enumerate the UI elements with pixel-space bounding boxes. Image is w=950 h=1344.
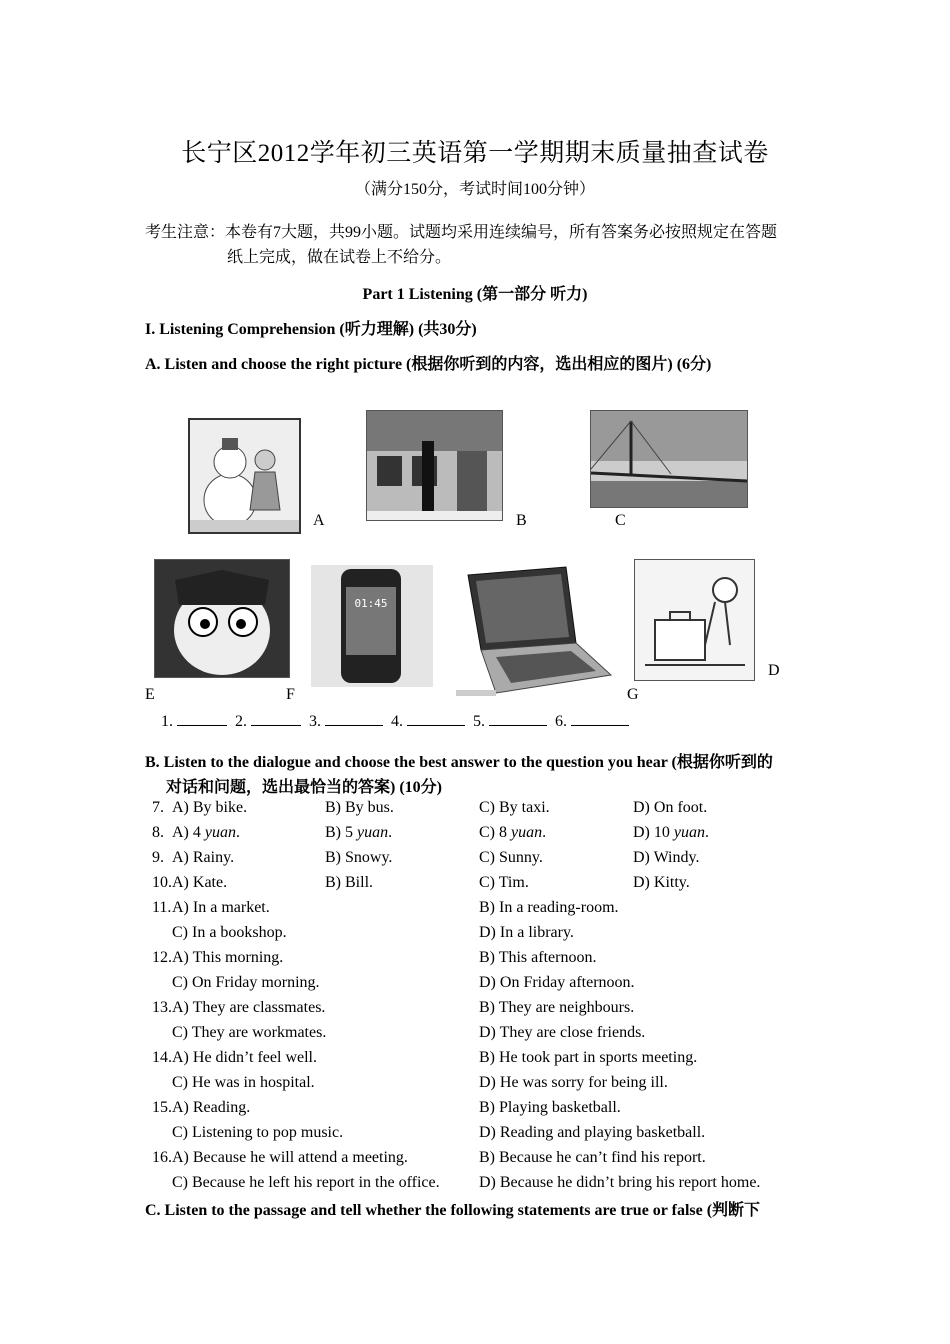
option-d: D) Kitty. bbox=[633, 874, 690, 891]
picture-label-d: D bbox=[768, 662, 780, 679]
option-a: A) By bike. bbox=[172, 799, 248, 816]
option-b: B) This afternoon. bbox=[479, 949, 597, 966]
option-c: C) 8 yuan. bbox=[479, 824, 547, 841]
option-c: C) On Friday morning. bbox=[172, 974, 320, 991]
question-number: 14. bbox=[152, 1049, 172, 1066]
section-b-heading-line2: 对话和问题，选出最恰当的答案) (10分) bbox=[166, 779, 442, 796]
option-c: C) Tim. bbox=[479, 874, 529, 891]
option-d: D) Windy. bbox=[633, 849, 700, 866]
option-d: D) On Friday afternoon. bbox=[479, 974, 635, 991]
answer-blanks-row bbox=[161, 711, 629, 731]
traveler-luggage-illustration bbox=[635, 560, 754, 680]
section-a-heading: A. Listen and choose the right picture (根据你听到的内容，选出相应的图片) (6分) bbox=[145, 356, 712, 373]
option-a: A) Reading. bbox=[172, 1099, 251, 1116]
phone-body bbox=[341, 569, 401, 683]
option-a: A) Rainy. bbox=[172, 849, 235, 866]
blank-5[interactable] bbox=[489, 711, 547, 726]
picture-subway bbox=[366, 410, 503, 521]
blank-3[interactable] bbox=[325, 711, 383, 726]
option-a: A) 4 yuan. bbox=[172, 824, 240, 841]
option-b: B) He took part in sports meeting. bbox=[479, 1049, 698, 1066]
option-b: B) Because he can’t find his report. bbox=[479, 1149, 706, 1166]
question-number: 16. bbox=[152, 1149, 172, 1166]
picture-label-e: E bbox=[145, 686, 155, 703]
picture-traveler-luggage bbox=[634, 559, 755, 681]
option-c: C) Listening to pop music. bbox=[172, 1124, 344, 1141]
question-number: 8. bbox=[152, 824, 164, 841]
question-number: 12. bbox=[152, 949, 172, 966]
option-a: A) Kate. bbox=[172, 874, 228, 891]
section-b-heading-line1: B. Listen to the dialogue and choose the best answer to the question you hear (根据你听到的 bbox=[145, 754, 773, 771]
blank-label-5: 5. bbox=[473, 713, 485, 730]
option-d: D) On foot. bbox=[633, 799, 708, 816]
exam-notice bbox=[145, 220, 815, 270]
page-title: 长宁区2012学年初三英语第一学期期末质量抽查试卷 bbox=[181, 140, 769, 167]
blank-2[interactable] bbox=[251, 711, 301, 726]
snowman-girl-illustration bbox=[190, 420, 299, 532]
blank-4[interactable] bbox=[407, 711, 465, 726]
option-a: A) This morning. bbox=[172, 949, 284, 966]
option-b: B) Playing basketball. bbox=[479, 1099, 621, 1116]
blank-label-1: 1. bbox=[161, 713, 173, 730]
question-number: 10. bbox=[152, 874, 172, 891]
option-b: B) By bus. bbox=[325, 799, 394, 816]
option-b: B) Snowy. bbox=[325, 849, 393, 866]
section-i-heading: I. Listening Comprehension (听力理解) (共30分) bbox=[145, 321, 477, 338]
question-number: 15. bbox=[152, 1099, 172, 1116]
option-b: B) In a reading-room. bbox=[479, 899, 619, 916]
option-d: D) Reading and playing basketball. bbox=[479, 1124, 706, 1141]
option-d: D) In a library. bbox=[479, 924, 574, 941]
question-number: 7. bbox=[152, 799, 164, 816]
anime-boy-illustration bbox=[155, 560, 289, 677]
picture-anime-boy bbox=[154, 559, 290, 678]
option-c: C) Because he left his report in the office. bbox=[172, 1174, 440, 1191]
option-d: D) 10 yuan. bbox=[633, 824, 709, 841]
option-b: B) 5 yuan. bbox=[325, 824, 393, 841]
option-c: C) By taxi. bbox=[479, 799, 550, 816]
section-c-heading: C. Listen to the passage and tell whether the following statements are true or false (判断下 bbox=[145, 1202, 761, 1219]
option-d: D) They are close friends. bbox=[479, 1024, 646, 1041]
notice-line-2: 纸上完成，做在试卷上不给分。 bbox=[227, 249, 452, 266]
bridge-photo bbox=[591, 411, 747, 507]
picture-laptop bbox=[456, 565, 613, 700]
blank-label-6: 6. bbox=[555, 713, 567, 730]
picture-bridge bbox=[590, 410, 748, 508]
blank-6[interactable] bbox=[571, 711, 629, 726]
option-b: B) Bill. bbox=[325, 874, 374, 891]
picture-label-g: G bbox=[627, 686, 639, 703]
option-b: B) They are neighbours. bbox=[479, 999, 635, 1016]
subway-platform-photo bbox=[367, 411, 502, 520]
question-number: 11. bbox=[152, 899, 172, 916]
laptop-illustration bbox=[456, 565, 613, 700]
phone-clock: 01:45 bbox=[354, 597, 388, 610]
phone-screen bbox=[346, 587, 396, 655]
option-a: A) They are classmates. bbox=[172, 999, 326, 1016]
option-a: A) Because he will attend a meeting. bbox=[172, 1149, 408, 1166]
picture-snowman bbox=[188, 418, 301, 534]
blank-label-2: 2. bbox=[235, 713, 247, 730]
picture-mobile-phone bbox=[311, 565, 433, 687]
option-d: D) He was sorry for being ill. bbox=[479, 1074, 668, 1091]
option-c: C) In a bookshop. bbox=[172, 924, 287, 941]
option-d: D) Because he didn’t bring his report home. bbox=[479, 1174, 761, 1191]
blank-label-4: 4. bbox=[391, 713, 403, 730]
blank-label-3: 3. bbox=[309, 713, 321, 730]
option-c: C) Sunny. bbox=[479, 849, 543, 866]
option-a: A) He didn’t feel well. bbox=[172, 1049, 317, 1066]
option-c: C) He was in hospital. bbox=[172, 1074, 315, 1091]
blank-1[interactable] bbox=[177, 711, 227, 726]
question-number: 9. bbox=[152, 849, 164, 866]
picture-label-a: A bbox=[313, 512, 325, 529]
picture-label-f: F bbox=[286, 686, 295, 703]
part1-heading: Part 1 Listening (第一部分 听力) bbox=[362, 286, 588, 303]
notice-line-1: 考生注意：本卷有7大题，共99小题。试题均采用连续编号，所有答案务必按照规定在答题 bbox=[145, 224, 778, 241]
question-number: 13. bbox=[152, 999, 172, 1016]
option-a: A) In a market. bbox=[172, 899, 270, 916]
option-c: C) They are workmates. bbox=[172, 1024, 327, 1041]
picture-label-c: C bbox=[615, 512, 626, 529]
page-subtitle: （满分150分，考试时间100分钟） bbox=[354, 181, 595, 198]
picture-label-b: B bbox=[516, 512, 527, 529]
